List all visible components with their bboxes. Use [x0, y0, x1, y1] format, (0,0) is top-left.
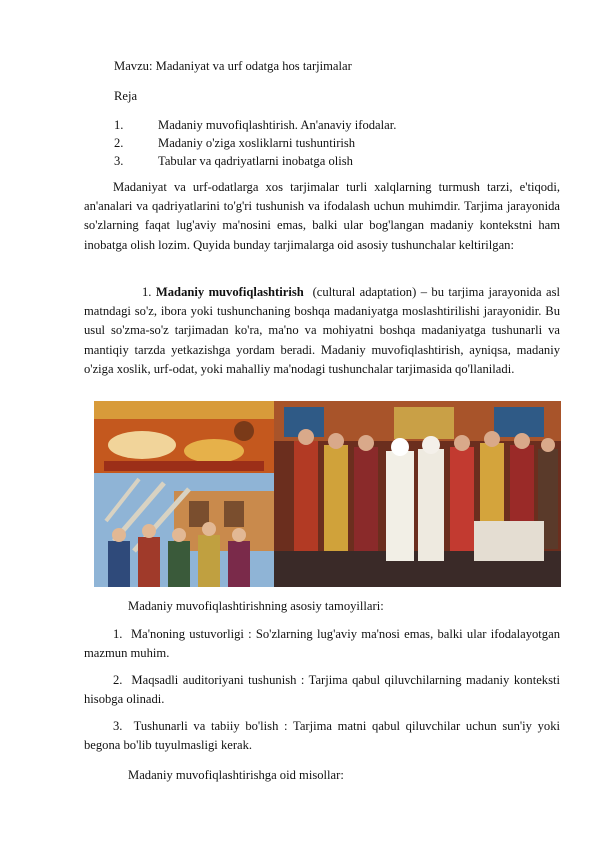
section-1-term: Madaniy muvofiqlashtirish — [155, 285, 304, 299]
section-1-number: 1. — [142, 285, 152, 299]
intro-paragraph — [84, 178, 560, 255]
plan-item-number: 1. — [114, 118, 124, 132]
section-1-paragraph — [84, 283, 560, 379]
principles-heading: Madaniy muvofiqlashtirishning asosiy tamoyillari: — [128, 599, 384, 613]
principle-number: 2. — [113, 673, 123, 687]
principle-item — [84, 671, 560, 709]
plan-item-text: Madaniy muvofiqlashtirish. An'anaviy ifodalar. — [158, 118, 397, 132]
section-1-text: (cultural adaptation) – bu tarjima jarayonida asl matndagi so'z, ibora yoki tushunchaning boshqa madaniyatga moslashtirilishi jarayonidir. Bu usul so'zma-so'z tarjimadan ko'ra, ma'no va mohiyatni boshqa madaniyatga tushunarli va mantiqiy tarzda yetkazishga yordam beradi. Madaniy muvofiqlashtirish, ayniqsa, madaniy o'ziga xoslik, urf-odat, yoki mahalliy ma'nodagi tushunchalar tarjimasida qo'llaniladi. — [84, 285, 561, 376]
principle-item — [84, 717, 560, 755]
plan-item-number: 2. — [114, 136, 124, 150]
principle-text: Ma'noning ustuvorligi : So'zlarning lug'aviy ma'nosi emas, balki ular ifodalayotgan mazmun muhim. — [84, 627, 560, 661]
principle-number: 1. — [113, 627, 123, 641]
wedding-collage-photo — [94, 401, 561, 587]
intro-text: Madaniyat va urf-odatlarga xos tarjimalar turli xalqlarning turmush tarzi, e'tiqodi, an'analari va qadriyatlarini to'g'ri tushunish va ifodalash uchun muhimdir. Tarjima jarayonida so'zlarning faqat lug'aviy ma'nosini emas, balki ular bog'langan madaniy kontekstni ham inobatga olish lozim. Quyida bunday tarjimalarga oid asosiy tushunchalar keltirilgan: — [84, 180, 560, 252]
principle-item — [84, 625, 560, 663]
plan-item-text: Madaniy o'ziga xosliklarni tushuntirish — [158, 136, 356, 150]
principle-number: 3. — [113, 719, 123, 733]
plan-item-text: Tabular va qadriyatlarni inobatga olish — [158, 154, 353, 168]
examples-heading: Madaniy muvofiqlashtirishga oid misollar: — [128, 768, 344, 782]
plan-title: Reja — [114, 89, 138, 103]
plan-item-number: 3. — [114, 154, 124, 168]
topic-line: Mavzu: Madaniyat va urf odatga hos tarjimalar — [114, 59, 352, 73]
principle-text: Maqsadli auditoriyani tushunish : Tarjima qabul qiluvchilarning madaniy konteksti hisobga olinadi. — [84, 673, 560, 707]
principle-text: Tushunarli va tabiiy bo'lish : Tarjima matni qabul qiluvchilar uchun sun'iy yoki begona bo'lib tuyulmasligi kerak. — [84, 719, 560, 753]
collage-illustration — [94, 401, 561, 587]
